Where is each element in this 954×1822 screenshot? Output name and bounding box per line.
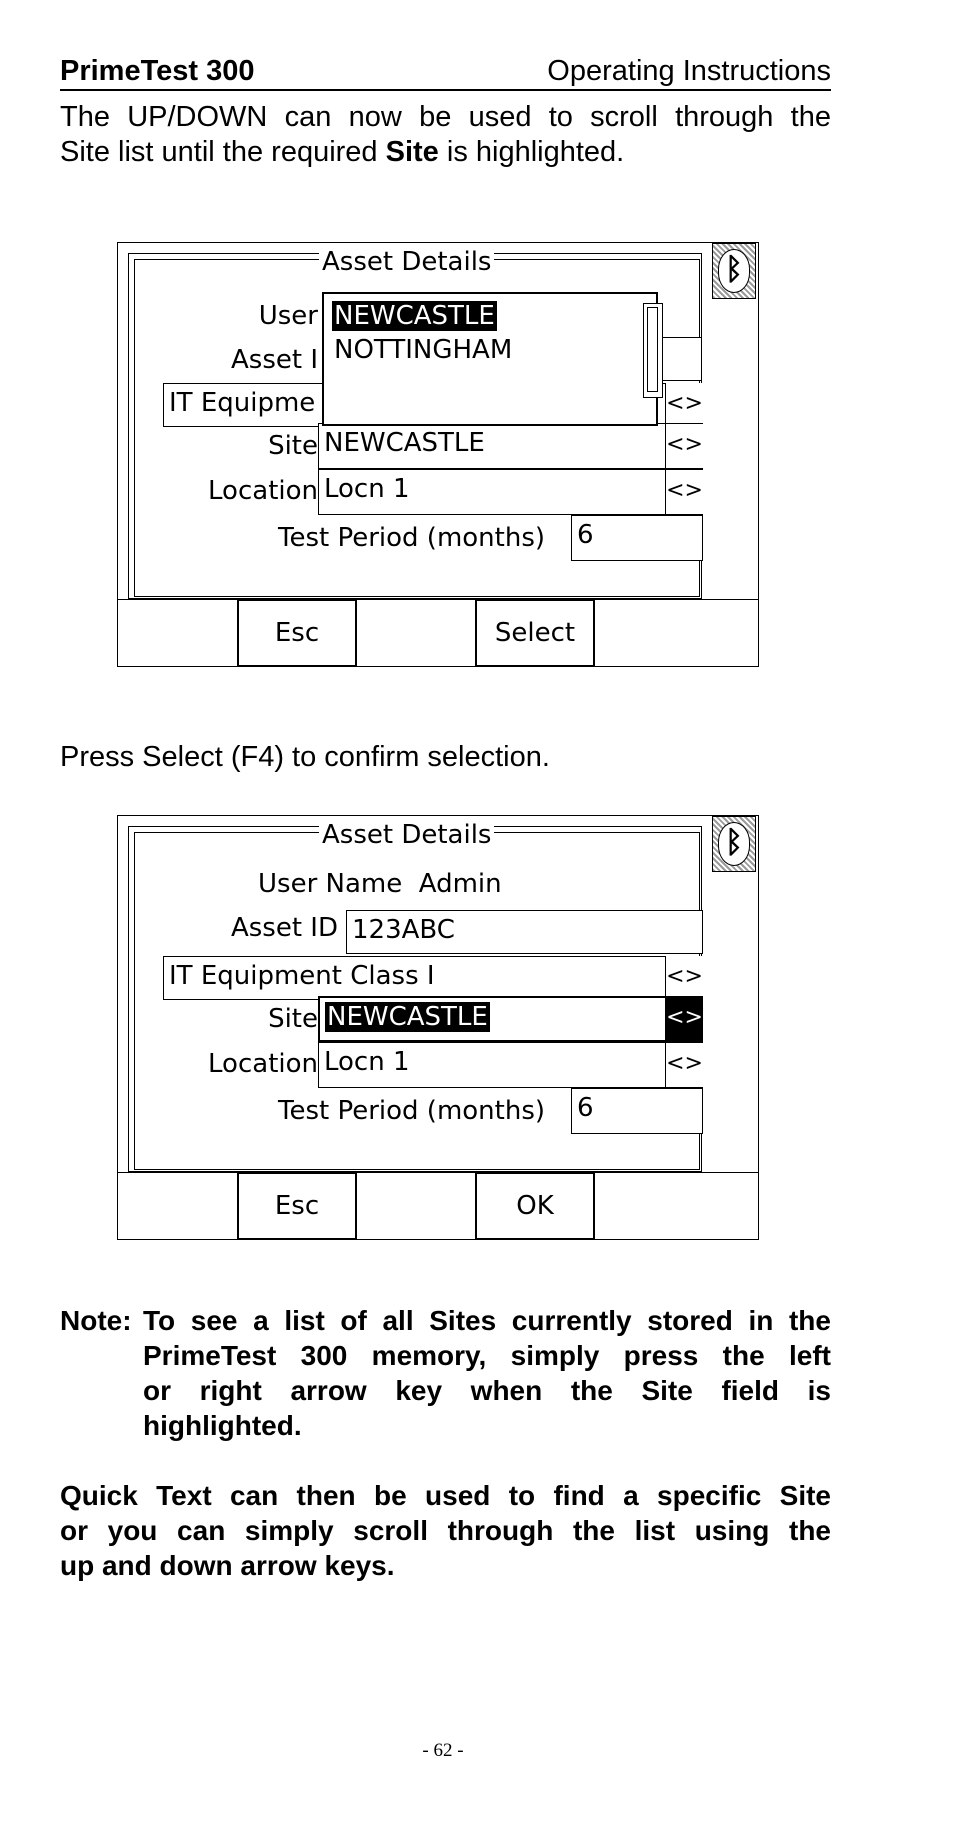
esc-button[interactable]: Esc (237, 599, 357, 667)
location-value: Locn 1 (324, 1047, 410, 1077)
scrollbar-thumb[interactable] (647, 307, 658, 392)
bluetooth-icon: ᛒ (712, 243, 756, 299)
quicktext-line-3: up and down arrow keys. (60, 1550, 395, 1581)
location-arrow-button[interactable]: <> (665, 1043, 703, 1087)
class-arrow-button[interactable]: <> (665, 956, 703, 1000)
quicktext-line-2: or you can simply scroll through the list using the (60, 1515, 831, 1546)
intro-site-bold: Site (385, 136, 439, 168)
asset-id-field[interactable] (346, 910, 703, 954)
note-line-2: PrimeTest 300 memory, simply press the left (143, 1340, 831, 1371)
site-arrow-button[interactable]: <> (665, 997, 703, 1041)
site-option-newcastle[interactable] (332, 300, 497, 332)
screen-title: Asset Details (319, 820, 494, 850)
test-period-label: Test Period (months) (278, 523, 546, 553)
site-field[interactable] (318, 423, 703, 469)
intro-text-1: The UP/DOWN can now be used to scroll through the (60, 101, 831, 133)
site-option-nottingham[interactable] (334, 334, 512, 366)
location-arrow-button[interactable]: <> (665, 470, 703, 514)
instruction-select: Press Select (F4) to confirm selection. (60, 741, 550, 773)
user-name-value: Admin (418, 869, 502, 899)
page-number: - 62 - (422, 1740, 464, 1761)
user-name-label: User Name (258, 869, 403, 899)
equipment-class-value: IT Equipment Class I (169, 961, 435, 991)
class-arrow-button[interactable]: <> (665, 383, 703, 427)
user-name-row (258, 868, 502, 900)
location-value: Locn 1 (324, 474, 410, 504)
quicktext-line-1: Quick Text can then be used to find a specific Site (60, 1480, 831, 1511)
test-period-value: 6 (577, 1093, 594, 1123)
site-value: NEWCASTLE (327, 1002, 488, 1032)
site-option-label: NOTTINGHAM (334, 335, 513, 365)
select-button[interactable]: Select (475, 599, 595, 667)
dropdown-scrollbar[interactable] (643, 303, 663, 398)
intro-text-2a: Site list until the required (60, 136, 386, 168)
site-option-label: NEWCASTLE (334, 301, 495, 331)
location-label: Location (208, 1049, 318, 1079)
intro-line-1 (60, 100, 831, 135)
site-arrow-button[interactable]: <> (665, 424, 703, 468)
device-screen-confirmed (117, 815, 759, 1240)
test-period-label: Test Period (months) (278, 1096, 546, 1126)
esc-button[interactable]: Esc (237, 1172, 357, 1240)
intro-text-2b: is highlighted. (438, 136, 625, 168)
location-field[interactable] (318, 469, 703, 515)
intro-line-2 (60, 135, 831, 170)
test-period-value: 6 (577, 520, 594, 550)
product-name: PrimeTest 300 (60, 55, 255, 87)
asset-id-label: Asset ID (230, 913, 338, 943)
asset-id-value: 123ABC (352, 915, 455, 945)
quicktext-paragraph (60, 1478, 831, 1583)
softkey-bar (118, 1172, 758, 1240)
device-screen-site-list (117, 242, 759, 667)
site-value: NEWCASTLE (324, 428, 485, 458)
test-period-field[interactable] (571, 1088, 703, 1134)
user-label: User (258, 301, 318, 331)
site-label: Site (268, 1004, 318, 1034)
location-field[interactable] (318, 1042, 703, 1088)
note-body (143, 1303, 831, 1443)
asset-id-label: Asset I (230, 345, 318, 375)
note-label: Note: (60, 1305, 132, 1336)
softkey-bar (118, 599, 758, 667)
location-label: Location (208, 476, 318, 506)
document-title: Operating Instructions (547, 55, 831, 87)
equipment-class-field[interactable] (163, 956, 703, 1000)
site-dropdown-list[interactable] (322, 292, 658, 426)
screen-title: Asset Details (319, 247, 494, 277)
note-line-1: To see a list of all Sites currently stored in the (143, 1305, 831, 1336)
site-label: Site (268, 431, 318, 461)
site-field-highlighted[interactable] (318, 996, 703, 1042)
page-header (60, 55, 831, 91)
test-period-field[interactable] (571, 515, 703, 561)
note-line-4: highlighted. (143, 1410, 302, 1441)
bluetooth-icon: ᛒ (712, 816, 756, 872)
equipment-class-value: IT Equipme (169, 388, 316, 418)
note-line-3: or right arrow key when the Site field is (143, 1375, 831, 1406)
ok-button[interactable]: OK (475, 1172, 595, 1240)
